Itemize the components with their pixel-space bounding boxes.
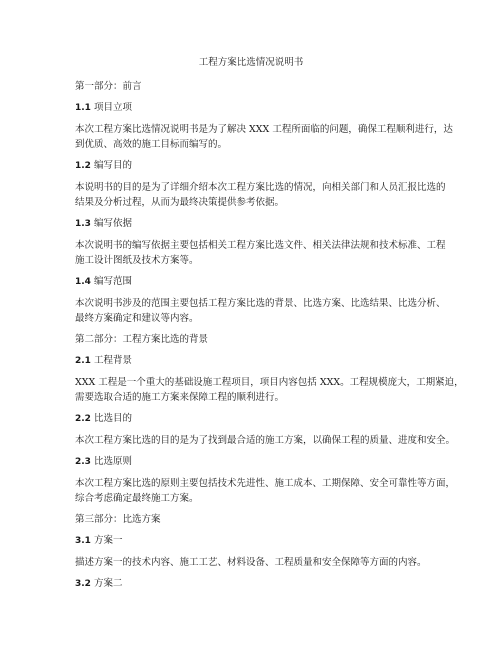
section-heading-3-2: [75, 578, 123, 590]
section-number: 2.1: [75, 356, 91, 366]
section-number: 2.3: [75, 457, 91, 467]
section-number: 1.4: [75, 277, 91, 287]
section-heading-1-1: [75, 102, 132, 114]
section-title: 编写范围: [93, 276, 132, 287]
paragraph-line: XXX 工程是一个重大的基础设施工程项目，项目内容包括 XXX。工程规模庞大，工期紧迫，: [75, 377, 464, 388]
paragraph-line: 到优质、高效的施工目标而编写的。: [75, 139, 228, 150]
section-title: 方案一: [93, 535, 123, 546]
paragraph-line: 本次工程方案比选的目的是为了找到最合适的施工方案，以确保工程的质量、进度和安全。: [75, 435, 456, 446]
section-title: 编写目的: [93, 160, 132, 171]
section-heading-2-3: [75, 456, 132, 468]
paragraph-line: 本次说明书涉及的范围主要包括工程方案比选的背景、比选方案、比选结果、比选分析、: [75, 298, 446, 309]
section-heading-1-3: [75, 218, 132, 230]
section-title: 编写依据: [93, 218, 132, 229]
section-heading-3-1: [75, 535, 123, 547]
paragraph-line: 本次说明书的编写依据主要包括相关工程方案比选文件、相关法律法规和技术标准、工程: [75, 240, 446, 251]
section-heading-1-2: [75, 160, 132, 172]
section-number: 1.1: [75, 103, 91, 113]
paragraph-line: 描述方案一的技术内容、施工工艺、材料设备、工程质量和安全保障等方面的内容。: [75, 557, 427, 568]
paragraph-line: 本次工程方案比选的原则主要包括技术先进性、施工成本、工期保障、安全可靠性等方面，: [75, 478, 456, 489]
paragraph-line: 施工设计图纸及技术方案等。: [75, 255, 199, 266]
section-title: 项目立项: [93, 102, 132, 113]
section-number: 1.3: [75, 219, 91, 229]
section-number: 3.2: [75, 579, 91, 589]
paragraph-line: 需要选取合适的施工方案来保障工程的顺利进行。: [75, 392, 285, 403]
section-number: 3.1: [75, 536, 91, 546]
section-title: 工程背景: [93, 355, 132, 366]
section-heading-2-2: [75, 413, 132, 425]
section-title: 方案二: [93, 578, 123, 589]
document-title: 工程方案比选情况说明书: [198, 57, 304, 68]
section-number: 2.2: [75, 414, 91, 424]
section-heading-1-4: [75, 276, 132, 288]
part1-heading: 第一部分：前言: [75, 81, 142, 92]
section-title: 比选目的: [93, 413, 132, 424]
section-heading-2-1: [75, 355, 132, 367]
part3-heading: 第三部分：比选方案: [75, 514, 161, 525]
paragraph-line: 本次工程方案比选情况说明书是为了解决 XXX 工程所面临的问题，确保工程顺利进行，达: [75, 124, 453, 135]
paragraph-line: 本说明书的目的是为了详细介绍本次工程方案比选的情况，向相关部门和人员汇报比选的: [75, 182, 446, 193]
paragraph-line: 综合考虑确定最终施工方案。: [75, 493, 199, 504]
part2-heading: 第二部分：工程方案比选的背景: [75, 334, 209, 345]
section-title: 比选原则: [93, 456, 132, 467]
paragraph-line: 最终方案确定和建议等内容。: [75, 313, 199, 324]
section-number: 1.2: [75, 161, 91, 171]
paragraph-line: 结果及分析过程，从而为最终决策提供参考依据。: [75, 197, 285, 208]
